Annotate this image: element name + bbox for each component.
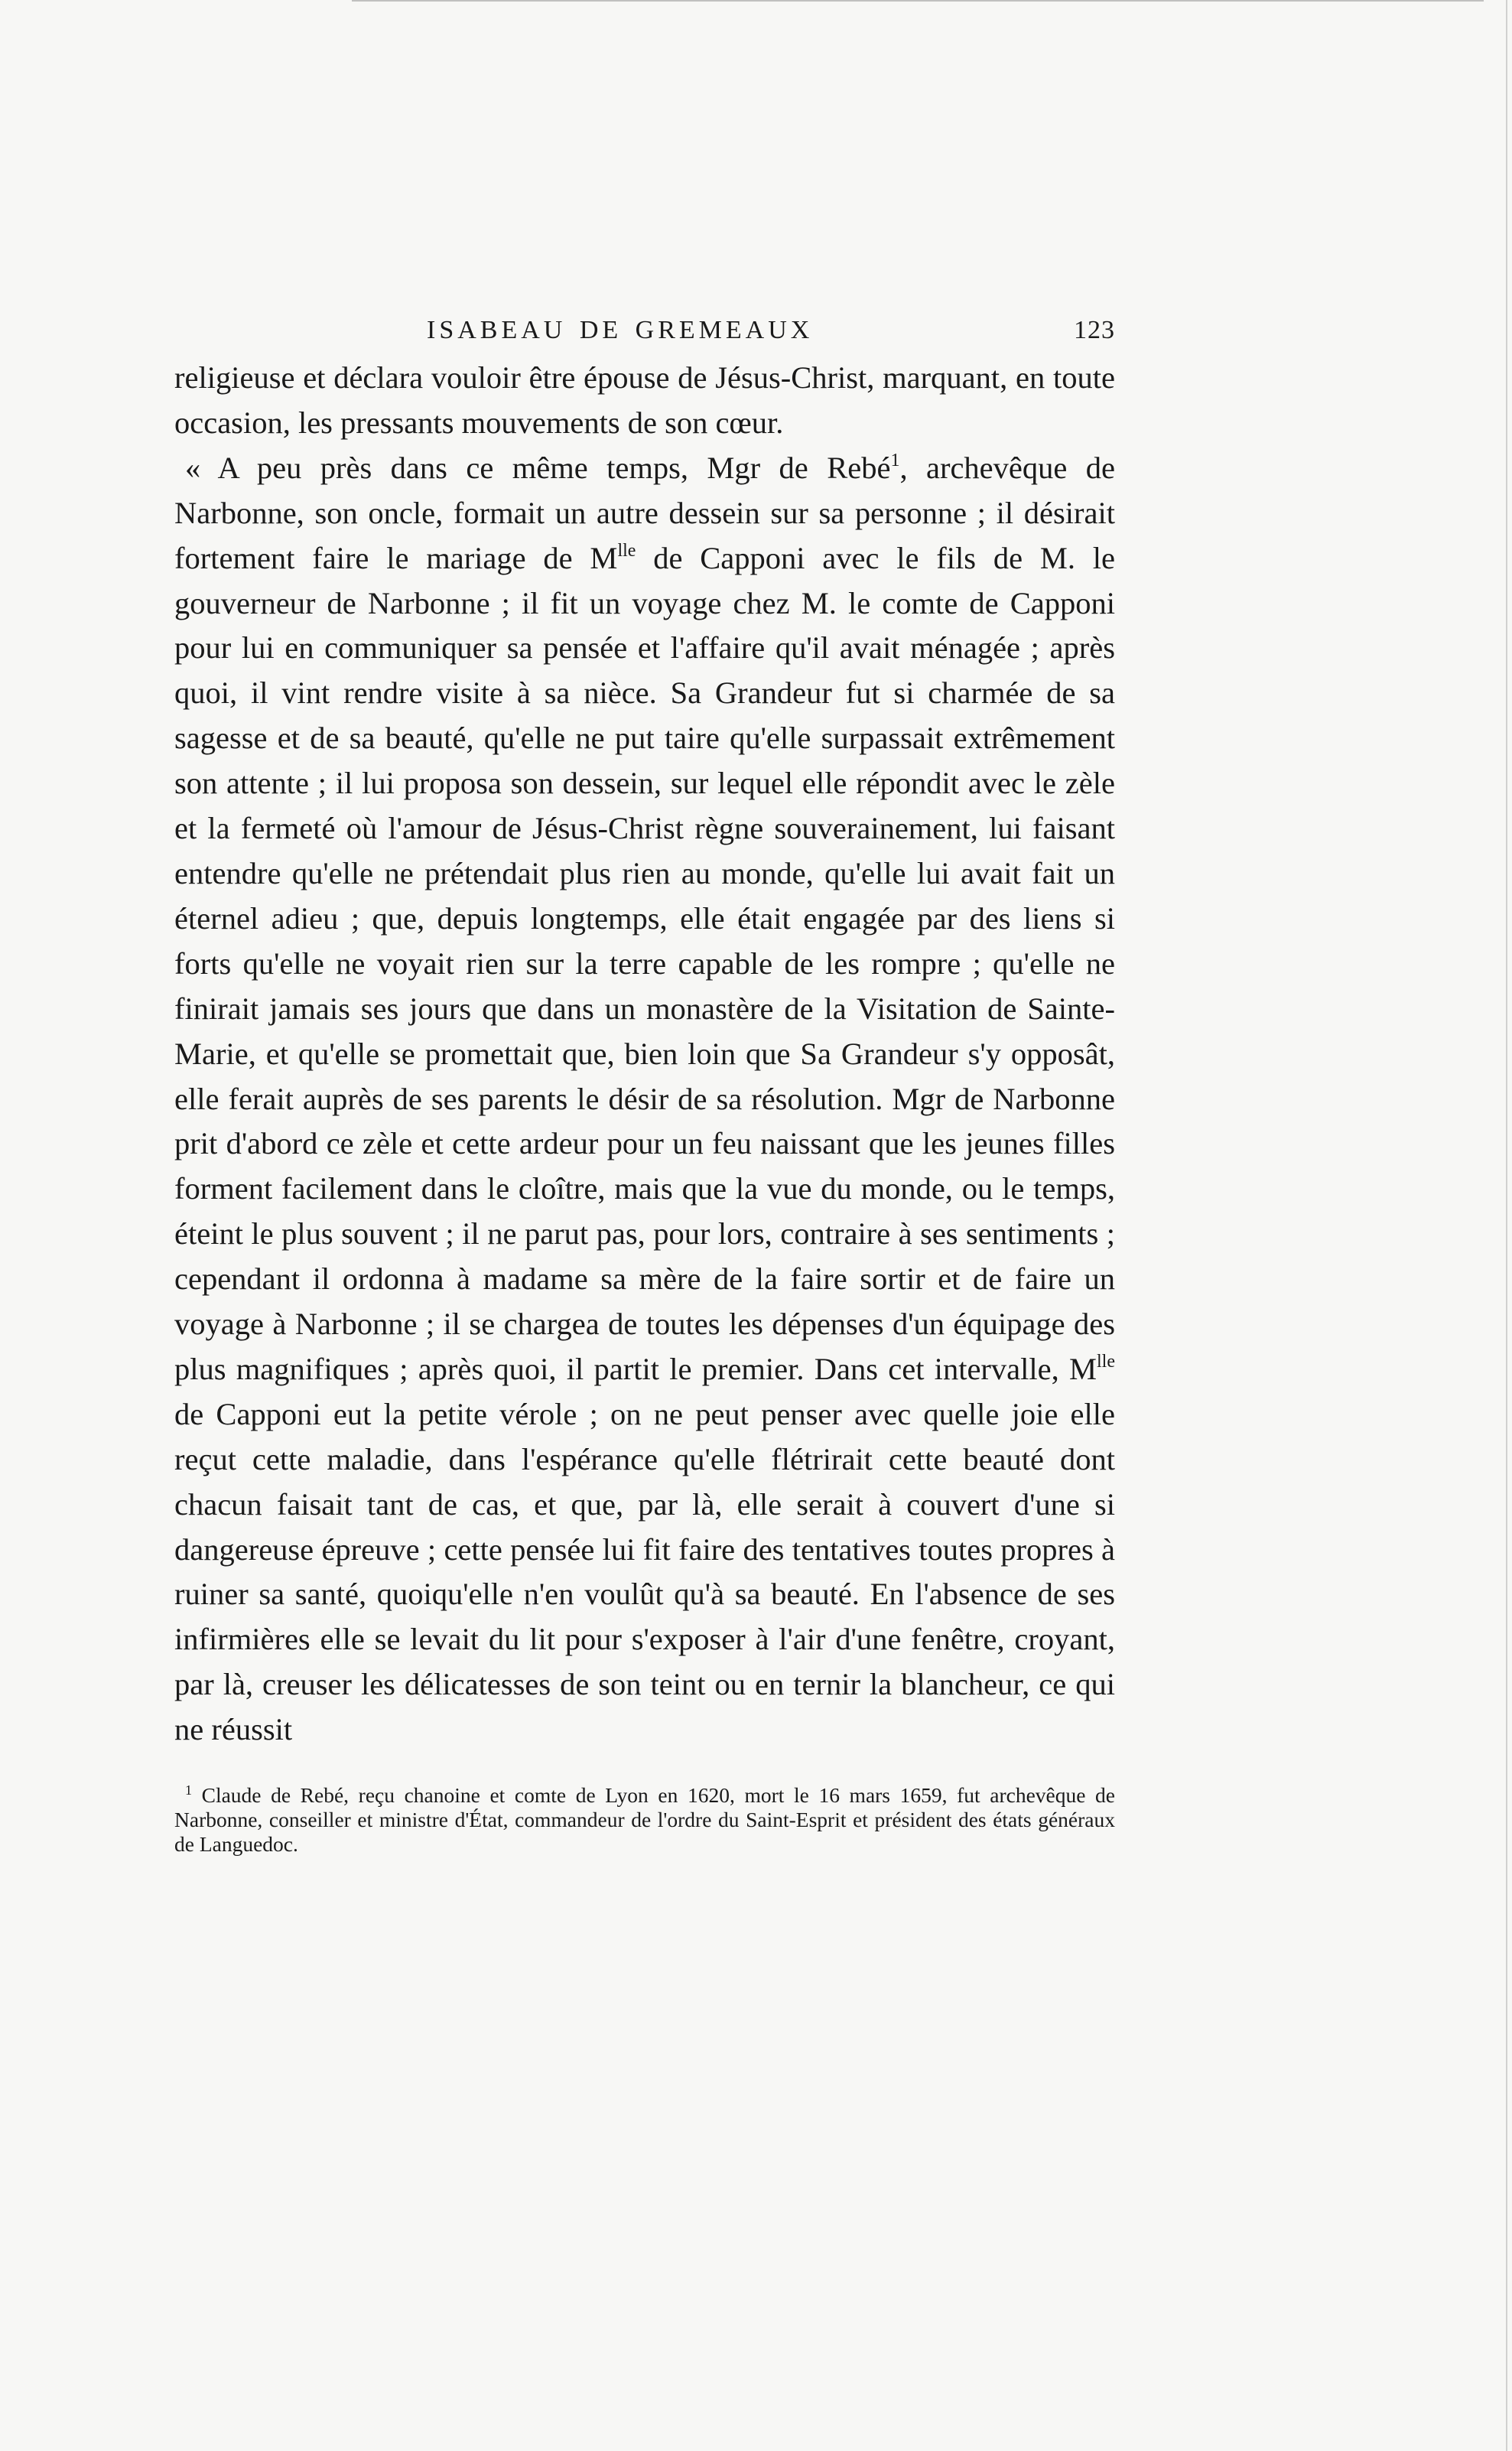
footnote: [174, 1783, 1115, 1857]
footnote-paragraph: [174, 1783, 1115, 1857]
mlle-superscript: lle: [1097, 1351, 1115, 1372]
paragraph-segment: , archevêque de Narbonne, son oncle, formait un autre dessein sur sa personne ; il désirait fortement faire le mariage de M: [174, 450, 1116, 575]
page-number: 123: [1074, 316, 1115, 344]
paragraph-segment: « A peu près dans ce même temps, Mgr de Rebé: [185, 450, 891, 485]
paragraph-segment: de Capponi avec le fils de M. le gouverneur de Narbonne ; il fit un voyage chez M. le comte de Capponi pour lui en communiquer sa pensée et l'affaire qu'il avait ménagée ; après quoi, il vint rendre visite à sa nièce. Sa Grandeur fut si charmée de sa sagesse et de sa beauté, qu'elle ne put taire qu'elle surpassait extrêmement son attente ; il lui proposa son dessein, sur lequel elle répondit avec le zèle et la fermeté où l'amour de Jésus-Christ règne souverainement, lui faisant entendre qu'elle ne prétendait plus rien au monde, qu'elle lui avait fait un éternel adieu ; que, depuis longtemps, elle était engagée par des liens si forts qu'elle ne voyait rien sur la terre capable de les rompre ; qu'elle ne finirait jamais ses jours que dans un monastère de la Visitation de Sainte-Marie, et qu'elle se promettait que, bien loin que Sa Grandeur s'y opposât, elle ferait auprès de ses parents le désir de sa résolution. Mgr de Narbonne prit d'abord ce zèle et cette ardeur pour un feu naissant que les jeunes filles forment facilement dans le cloître, mais que la vue du monde, ou le temps, éteint le plus souvent ; il ne parut pas, pour lors, contraire à ses sentiments ; cependant il ordonna à madame sa mère de la faire sortir et de faire un voyage à Narbonne ; il se chargea de toutes les dépenses d'un équipage des plus magnifiques ; après quoi, il partit le premier. Dans cet intervalle, M: [174, 540, 1115, 1386]
mlle-superscript: lle: [617, 540, 636, 561]
scan-edge-right: [1506, 0, 1507, 2451]
paragraph-continued: religieuse et déclara vouloir être épouse de Jésus-Christ, marquant, en toute occasion, les pressants mouvements de son cœur.: [174, 360, 1115, 440]
footnote-reference[interactable]: 1: [890, 450, 900, 470]
scan-edge-top: [352, 0, 1484, 6]
footnote-text: Claude de Rebé, reçu chanoine et comte de Lyon en 1620, mort le 16 mars 1659, fut archevêque de Narbonne, conseiller et ministre d'État, commandeur de l'ordre du Saint-Esprit et président des états généraux de Languedoc.: [174, 1783, 1115, 1857]
paragraph-quote: [174, 446, 1115, 1753]
body-text: [174, 356, 1115, 1753]
running-head-title: ISABEAU DE GREMEAUX: [427, 316, 814, 344]
running-head: [174, 310, 1115, 356]
paragraph-segment: de Capponi eut la petite vérole ; on ne peut penser avec quelle joie elle reçut cette maladie, dans l'espérance qu'elle flétrirait cette beauté dont chacun faisait tant de cas, et que, par là, elle serait à couvert d'une si dangereuse épreuve ; cette pensée lui fit faire des tentatives toutes propres à ruiner sa santé, quoiqu'elle n'en voulût qu'à sa beauté. En l'absence de ses infirmières elle se levait du lit pour s'exposer à l'air d'une fenêtre, croyant, par là, creuser les délicatesses de son teint ou en ternir la blancheur, ce qui ne réussit: [174, 1396, 1115, 1747]
footnote-marker: 1: [185, 1782, 192, 1798]
book-page: [174, 310, 1115, 1857]
